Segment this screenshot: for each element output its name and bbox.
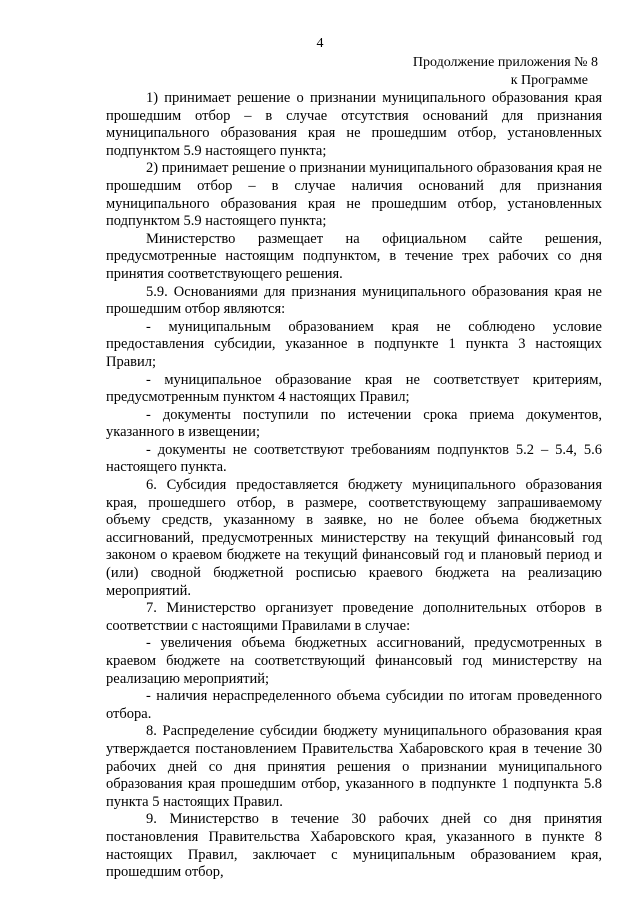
page-number: 4 — [316, 36, 324, 51]
appendix-reference — [358, 54, 598, 90]
list-item-criteria: - муниципальное образование края не соответствует критериям, предусмотренным пунктом 4 настоящих Правил; — [106, 371, 602, 406]
list-item-undistributed: - наличия нераспределенного объема субсидии по итогам проведенного отбора. — [106, 688, 602, 722]
paragraph-publication: Министерство размещает на официальном сайте решения, предусмотренные настоящим подпунктом, в течение трех рабочих со дня принятия соответствующего решения. — [106, 230, 602, 282]
paragraph-6: 6. Субсидия предоставляется бюджету муниципального образования края, прошедшего отбор, в размере, соответствующему запрашиваемому объему средств, указанному в заявке, но не более объема бюджетных ассигнований, предусмотренных министерству на текущий финансовый год законом о краевом бюджете на текущий финансовый год и плановый период и (или) сводной бюджетной росписью краевого бюджета на реализацию мероприятий. — [106, 477, 602, 599]
paragraph-subpoint-1: 1) принимает решение о признании муниципального образования края прошедшим отбор – в случае отсутствия оснований для признания муниципального образования края не прошедшим отбор, установленных подпунктом 5.9 настоящего пункта; — [106, 90, 602, 159]
document-body — [106, 90, 602, 882]
paragraph-9: 9. Министерство в течение 30 рабочих дней со дня принятия постановления Правительства Хабаровского края, указанного в пункте 8 настоящих Правил, заключает с муниципальным образованием края, прошедшим отбор, — [106, 811, 602, 881]
list-item-condition: - муниципальным образованием края не соблюдено условие предоставления субсидии, указанное в подпункте 1 пункта 3 настоящих Правил; — [106, 318, 602, 370]
paragraph-8: 8. Распределение субсидии бюджету муниципального образования края утверждается постановлением Правительства Хабаровского края в течение 30 рабочих дней со дня принятия решения о признании муниципального образования края прошедшим отбор, указанного в подпункте 1 подпункта 5.8 пункта 5 настоящих Правил. — [106, 723, 602, 810]
list-item-increase: - увеличения объема бюджетных ассигнований, предусмотренных в краевом бюджете на соответствующий финансовый год министерству на реализацию мероприятий; — [106, 635, 602, 687]
paragraph-7: 7. Министерство организует проведение дополнительных отборов в соответствии с настоящими Правилами в случае: — [106, 600, 602, 634]
list-item-deadline: - документы поступили по истечении срока приема документов, указанного в извещении; — [106, 406, 602, 441]
appendix-line-1: Продолжение приложения № 8 — [412, 55, 598, 70]
list-item-requirements: - документы не соответствуют требованиям подпунктов 5.2 – 5.4, 5.6 настоящего пункта. — [106, 441, 602, 476]
appendix-line-2: к Программе — [510, 73, 588, 88]
paragraph-subpoint-2: 2) принимает решение о признании муниципального образования края не прошедшим отбор – в случае наличия оснований для признания муниципального образования края не прошедшим отбор, установленных подпунктом 5.9 настоящего пункта; — [106, 160, 602, 230]
paragraph-5-9: 5.9. Основаниями для признания муниципального образования края не прошедшим отбор являются: — [106, 283, 602, 318]
